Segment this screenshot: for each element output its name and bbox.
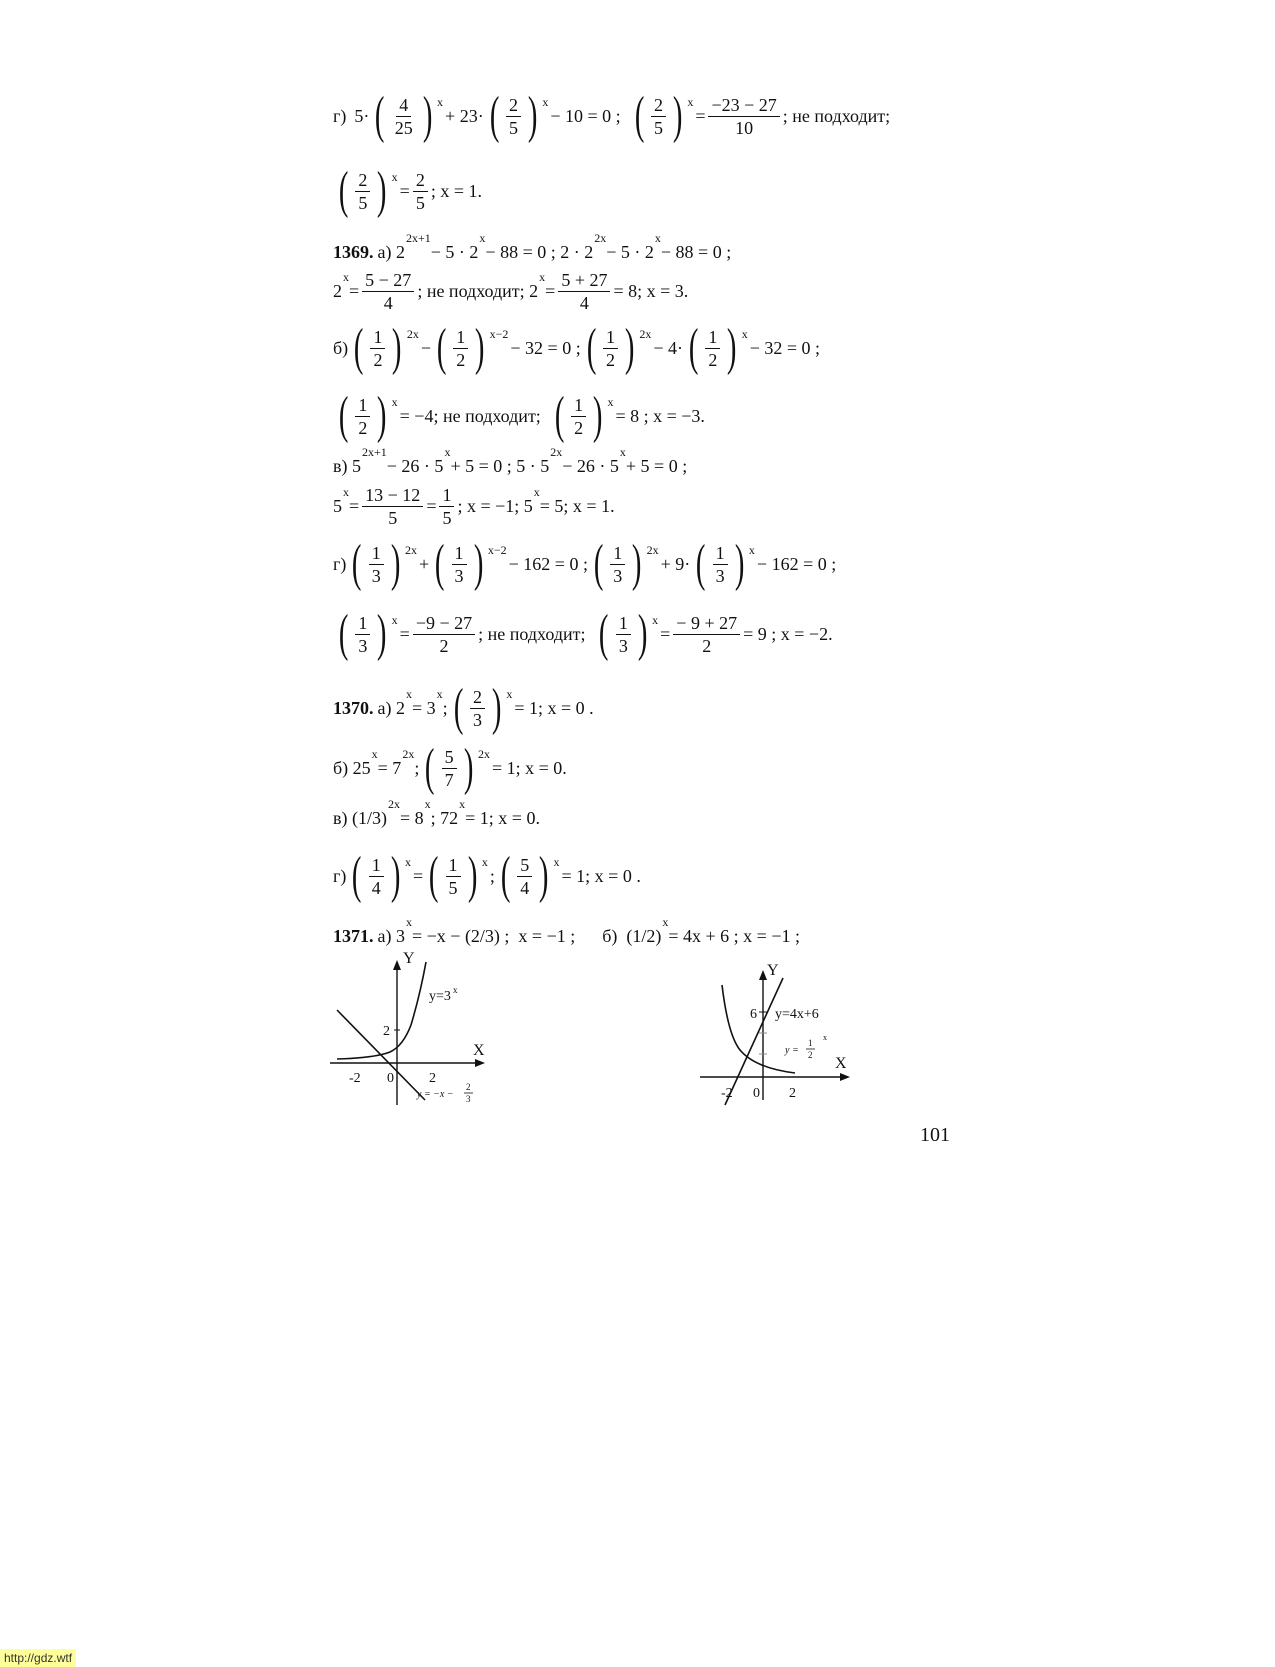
numerator: 1 xyxy=(355,613,370,635)
text: − 5 · 2 xyxy=(430,242,479,262)
text: = 8 ; x = −3. xyxy=(615,405,705,426)
text: ; не подходит; xyxy=(478,623,586,644)
fraction xyxy=(708,95,779,138)
equation-line xyxy=(333,87,891,144)
exponent: x xyxy=(343,485,349,499)
text: 5 xyxy=(333,496,342,516)
numerator: 1 xyxy=(369,543,384,565)
fraction xyxy=(413,613,475,656)
exponent: x xyxy=(371,746,378,761)
axis-label-y: Y xyxy=(767,962,779,979)
exponent: x xyxy=(619,445,626,459)
denominator: 2 xyxy=(439,635,449,656)
exponent: x xyxy=(506,686,513,701)
y-axis-arrow xyxy=(759,970,767,980)
item-label: б) xyxy=(333,337,349,358)
text: = xyxy=(349,281,360,301)
text: − 162 = 0 ; xyxy=(756,553,837,574)
numerator: 5 xyxy=(517,855,532,877)
exponent: 2x xyxy=(477,746,490,761)
exponent: 2x xyxy=(594,231,607,245)
text: а) 3 xyxy=(377,926,405,946)
text: ; xyxy=(414,757,420,778)
text: − 88 = 0 ; 2 · 2 xyxy=(485,242,594,262)
graph-a xyxy=(325,950,495,1120)
paren-fraction: ( $\frac{4}{25}$ ) $^x$ xyxy=(375,87,444,144)
text: = xyxy=(426,496,437,516)
numerator: −9 − 27 xyxy=(413,613,475,635)
denominator: 5 xyxy=(358,192,368,213)
denominator: 5 xyxy=(509,117,519,138)
problem-number: 1370. xyxy=(333,697,374,718)
fraction xyxy=(439,485,454,528)
text: ; 72 xyxy=(430,808,459,828)
denominator: 4 xyxy=(520,877,530,898)
text: = xyxy=(695,105,706,126)
tick-label: -2 xyxy=(349,1071,361,1086)
exponent: x xyxy=(607,394,614,409)
text: = 5; x = 1. xyxy=(539,496,615,516)
tick-label: 2 xyxy=(383,1024,390,1039)
line-label: y = −x − xyxy=(417,1089,454,1100)
paren-fraction: ( $\frac{2}{5}$ ) $^x$ xyxy=(634,87,694,144)
text: = 8 xyxy=(399,808,424,828)
item-label: г) xyxy=(333,553,347,574)
text: = 1; x = 0 . xyxy=(561,865,641,886)
denominator: 3 xyxy=(715,565,725,586)
numerator: 2 xyxy=(651,95,666,117)
text: ; не подходит; 2 xyxy=(417,281,539,301)
text: = xyxy=(349,496,360,516)
paren-fraction: ( $\frac{5}{4}$ ) $^x$ xyxy=(500,847,560,904)
numerator: 2 xyxy=(506,95,521,117)
equation-line xyxy=(333,270,688,313)
numerator: 5 xyxy=(442,747,457,769)
numerator: 1 xyxy=(603,327,618,349)
equation-line xyxy=(333,679,594,736)
numerator: 4 xyxy=(396,95,411,117)
denominator: 2 xyxy=(708,349,718,370)
text: ; xyxy=(489,865,495,886)
text: − 10 = 0 ; xyxy=(550,105,621,126)
denominator: 2 xyxy=(702,635,712,656)
exponent: x xyxy=(553,854,560,869)
exponent: x xyxy=(687,94,694,109)
denominator: 2 xyxy=(373,349,383,370)
text: + 23· xyxy=(445,105,484,126)
x-axis-arrow xyxy=(475,1059,485,1067)
text: + 5 = 0 ; xyxy=(625,456,688,476)
text: = 9 ; x = −2. xyxy=(743,623,833,644)
text: 5· xyxy=(354,105,370,126)
equation-line xyxy=(333,445,688,477)
text: = −4; не подходит; xyxy=(399,405,541,426)
equation-line xyxy=(333,387,705,444)
denominator: 2 xyxy=(456,349,466,370)
denominator: 2 xyxy=(574,417,584,438)
tick-label: 0 xyxy=(387,1071,394,1086)
text: + xyxy=(419,553,430,574)
exponent: x xyxy=(748,542,755,557)
numerator: 1 xyxy=(571,395,586,417)
denominator: 3 xyxy=(613,565,623,586)
numerator: 13 − 12 xyxy=(362,485,423,507)
text: а) 2 xyxy=(377,697,405,718)
equation-line xyxy=(333,739,567,796)
exponent: x xyxy=(539,270,546,284)
numerator: 1 xyxy=(453,327,468,349)
exponent: x xyxy=(405,854,412,869)
text: б) 25 xyxy=(333,757,371,778)
exponent: x xyxy=(662,915,669,929)
text: − 88 = 0 ; xyxy=(660,242,732,262)
page-number: 101 xyxy=(920,1124,950,1146)
numerator: 2 xyxy=(470,687,485,709)
numerator: 1 xyxy=(370,327,385,349)
text: − 4· xyxy=(653,337,684,358)
exponent: x xyxy=(652,612,659,627)
tick-label: 2 xyxy=(429,1071,436,1086)
fraction xyxy=(558,270,610,313)
text: − 5 · 2 xyxy=(606,242,654,262)
denominator: 5 xyxy=(448,877,458,898)
text: − xyxy=(420,337,431,358)
text: + 5 = 0 ; 5 · 5 xyxy=(450,456,550,476)
denominator: 5 xyxy=(388,508,398,528)
text: − 32 = 0 ; xyxy=(510,337,581,358)
text: − 32 = 0 ; xyxy=(749,337,820,358)
exponent: x xyxy=(424,797,431,811)
text: = 7 xyxy=(377,757,402,778)
tick-label: 0 xyxy=(753,1086,760,1101)
numerator: 1 xyxy=(713,543,728,565)
paren-fraction: ( $\frac{1}{3}$ ) $^{2x}$ xyxy=(593,535,659,592)
equation-line xyxy=(333,535,837,592)
text: ; xyxy=(442,697,448,718)
exponent: x−2 xyxy=(487,542,507,557)
text: = xyxy=(413,865,424,886)
equation-line xyxy=(333,319,820,376)
paren-fraction: ( $\frac{1}{2}$ ) $^{x-2}$ xyxy=(436,319,509,376)
fraction xyxy=(362,485,423,528)
exponent: 2x+1 xyxy=(362,445,387,459)
line-label-numerator: 2 xyxy=(466,1082,471,1092)
exponent: x xyxy=(436,686,443,701)
denominator: 3 xyxy=(358,635,368,656)
text: = xyxy=(399,180,410,201)
text: = 1; x = 0 . xyxy=(514,697,594,718)
item-label: г) xyxy=(333,105,347,126)
equation-line xyxy=(333,485,615,528)
fraction xyxy=(362,270,414,313)
numerator: 1 xyxy=(705,327,720,349)
numerator: 1 xyxy=(439,485,454,507)
exponent: 2x xyxy=(387,797,400,811)
paren-fraction: ( $\frac{1}{3}$ ) $^{2x}$ xyxy=(352,535,418,592)
text: − 26 · 5 xyxy=(562,456,619,476)
text: = −x − (2/3) ; x = −1 ; б) (1/2) xyxy=(411,926,662,946)
paren-fraction: ( $\frac{1}{2}$ ) $^{2x}$ xyxy=(586,319,652,376)
numerator: 5 + 27 xyxy=(558,270,610,292)
x-axis-arrow xyxy=(840,1073,850,1081)
tick-label: 2 xyxy=(789,1086,796,1101)
text: в) 5 xyxy=(333,456,361,476)
exponent: x xyxy=(391,394,398,409)
curve-label: y = xyxy=(785,1045,799,1056)
text: = 1; x = 0. xyxy=(465,808,540,828)
paren-fraction: ( $\frac{1}{3}$ ) $^{x-2}$ xyxy=(435,535,507,592)
numerator: 1 xyxy=(355,395,370,417)
exponent: x xyxy=(533,485,540,499)
exponent: 2x xyxy=(406,326,419,341)
exponent: x xyxy=(444,445,451,459)
exponent: 2x xyxy=(646,542,659,557)
text: + 9· xyxy=(660,553,691,574)
exponent: x xyxy=(391,169,398,184)
text: = 8; x = 3. xyxy=(613,281,689,301)
problem-number: 1371. xyxy=(333,926,374,946)
numerator: 1 xyxy=(616,613,631,635)
denominator: 5 xyxy=(654,117,663,138)
equation-line xyxy=(333,605,833,662)
text: а) 2 xyxy=(377,242,405,262)
text: = 1; x = 0. xyxy=(491,757,567,778)
paren-fraction: ( $\frac{1}{2}$ ) $^{2x}$ xyxy=(354,319,419,376)
curve-label-numerator: 1 xyxy=(808,1038,813,1048)
exponent: x xyxy=(741,326,748,341)
text: ; x = 1. xyxy=(430,180,482,201)
denominator: 3 xyxy=(618,635,628,656)
exponent: x xyxy=(481,854,488,869)
exponent: x xyxy=(391,612,398,627)
numerator: 1 xyxy=(452,543,467,565)
exponent: x xyxy=(542,94,549,109)
text: = 4x + 6 ; x = −1 ; xyxy=(668,926,800,946)
exp-curve xyxy=(337,962,426,1059)
curve-label: y=3 xyxy=(429,989,451,1004)
denominator: 5 xyxy=(415,192,425,213)
exponent: x xyxy=(405,686,412,701)
exponent: x xyxy=(437,94,444,109)
line-label: y=4x+6 xyxy=(775,1007,819,1022)
fraction xyxy=(413,170,428,213)
paren-fraction: ( $\frac{1}{3}$ ) $^x$ xyxy=(338,605,398,662)
numerator: 2 xyxy=(413,170,428,192)
paren-fraction: ( $\frac{2}{3}$ ) $^x$ xyxy=(453,679,513,736)
exponent: x xyxy=(654,231,661,245)
denominator: 10 xyxy=(735,117,754,138)
paren-fraction: ( $\frac{1}{2}$ ) $^x$ xyxy=(688,319,748,376)
exponent: 2x xyxy=(405,542,418,557)
exponent: 2x xyxy=(550,445,563,459)
numerator: 5 − 27 xyxy=(362,270,414,292)
text: 2 xyxy=(333,281,342,301)
denominator: 5 xyxy=(442,508,452,528)
denominator: 3 xyxy=(371,565,381,586)
text: ; x = −1; 5 xyxy=(457,496,533,516)
numerator: −23 − 27 xyxy=(708,95,779,117)
denominator: 25 xyxy=(394,117,413,138)
paren-fraction: ( $\frac{5}{7}$ ) $^{2x}$ xyxy=(425,739,490,796)
text: = xyxy=(399,623,410,644)
exponent: 2x+1 xyxy=(405,231,431,245)
numerator: − 9 + 27 xyxy=(673,613,740,635)
text: ; не подходит; xyxy=(782,105,891,126)
denominator: 4 xyxy=(371,877,381,898)
denominator: 7 xyxy=(444,769,454,790)
curve-label-exp: x xyxy=(823,1033,827,1042)
equation-line xyxy=(333,162,482,219)
curve-label-denominator: 2 xyxy=(808,1050,813,1060)
denominator: 2 xyxy=(606,349,616,370)
fraction xyxy=(673,613,740,656)
y-axis-arrow xyxy=(393,960,401,970)
paren-fraction: ( $\frac{2}{5}$ ) $^x$ xyxy=(489,87,549,144)
tick-label: 6 xyxy=(750,1007,757,1022)
tick-label: -2 xyxy=(721,1086,733,1101)
denominator: 2 xyxy=(358,417,368,438)
paren-fraction: ( $\frac{1}{3}$ ) $^x$ xyxy=(599,605,659,662)
source-link[interactable]: http://gdz.wtf xyxy=(0,1649,76,1667)
graph-b xyxy=(695,960,865,1120)
exponent: x xyxy=(405,915,412,929)
equation-line xyxy=(333,915,800,947)
exponent: x xyxy=(459,797,466,811)
axis-label-x: X xyxy=(835,1055,847,1072)
numerator: 2 xyxy=(355,170,370,192)
exponent: x xyxy=(343,270,349,284)
text: = xyxy=(545,281,556,301)
paren-fraction: ( $\frac{1}{5}$ ) $^x$ xyxy=(429,847,488,904)
exp-curve xyxy=(722,985,795,1073)
equation-line xyxy=(333,847,641,904)
denominator: 3 xyxy=(472,709,482,730)
numerator: 1 xyxy=(446,855,461,877)
text: − 26 · 5 xyxy=(386,456,444,476)
text: в) (1/3) xyxy=(333,808,387,828)
text: − 162 = 0 ; xyxy=(508,553,588,574)
text: = 3 xyxy=(411,697,436,718)
axis-label-x: X xyxy=(473,1042,485,1059)
denominator: 4 xyxy=(383,293,393,313)
denominator: 3 xyxy=(454,565,464,586)
equation-line xyxy=(333,797,540,829)
paren-fraction: ( $\frac{1}{2}$ ) $^x$ xyxy=(338,387,398,444)
problem-number: 1369. xyxy=(333,242,374,262)
equation-line xyxy=(333,231,732,263)
paren-fraction: ( $\frac{1}{2}$ ) $^x$ xyxy=(554,387,614,444)
axis-label-y: Y xyxy=(403,950,415,967)
paren-fraction: ( $\frac{2}{5}$ ) $^x$ xyxy=(338,162,398,219)
exponent: 2x xyxy=(639,326,652,341)
denominator: 4 xyxy=(579,293,589,313)
curve-label-exp: x xyxy=(453,985,458,995)
item-label: г) xyxy=(333,865,347,886)
numerator: 1 xyxy=(369,855,384,877)
exponent: x xyxy=(479,231,486,245)
paren-fraction: ( $\frac{1}{3}$ ) $^x$ xyxy=(696,535,755,592)
exponent: x−2 xyxy=(489,326,509,341)
paren-fraction: ( $\frac{1}{4}$ ) $^x$ xyxy=(352,847,412,904)
text: = xyxy=(660,623,671,644)
line-label-denominator: 3 xyxy=(466,1094,471,1104)
numerator: 1 xyxy=(610,543,625,565)
exponent: 2x xyxy=(402,746,415,761)
